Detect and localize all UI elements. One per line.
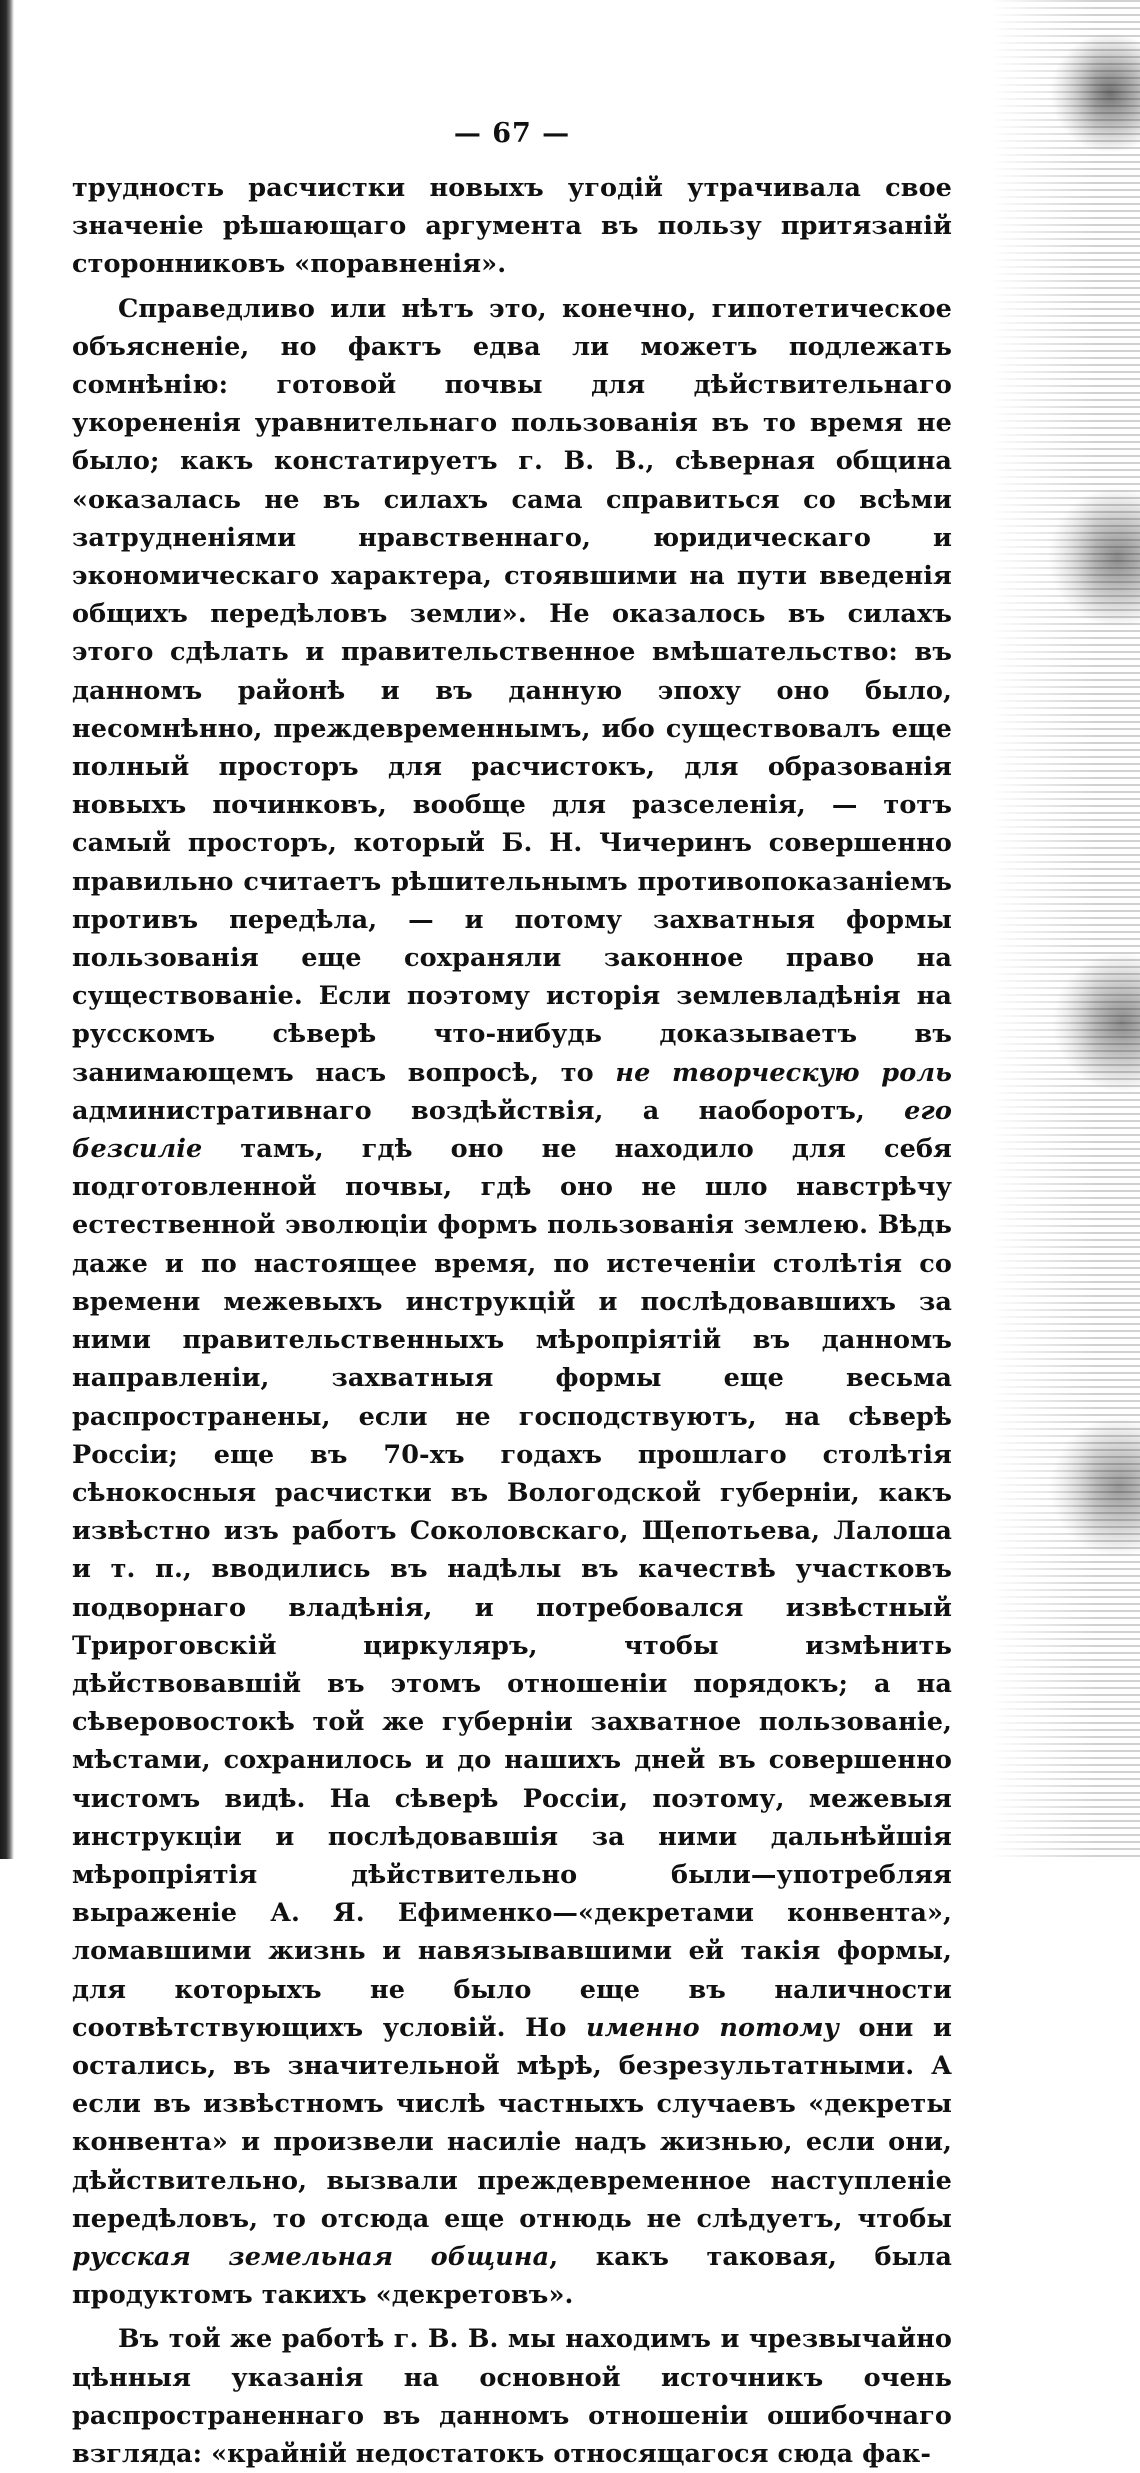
italic-emphasis: русская земельная община <box>72 2241 550 2272</box>
page-body <box>72 118 952 2473</box>
text-run: трудность расчистки новыхъ угодій утрачивала свое значеніе рѣшающаго аргумента въ пользу притязаній сторонниковъ «поравненія». <box>72 173 952 280</box>
paragraph-continuation <box>72 169 952 284</box>
italic-emphasis: его безсиліе <box>72 1095 952 1165</box>
page-number: — 67 — <box>453 118 571 149</box>
scan-left-edge <box>0 0 14 1859</box>
text-run: Въ той же работѣ г. В. В. мы находимъ и чрезвычайно цѣнныя указанія на основной источникъ очень распространеннаго въ данномъ отношеніи ошибочнаго взгляда: «крайній недостатокъ относящагося сюда фак- <box>72 2324 952 2469</box>
paragraph-main <box>72 290 952 2315</box>
text-run: Справедливо или нѣтъ это, конечно, гипотетическое объясненіе, но фактъ едва ли можетъ подлежать сомнѣнію: готовой почвы для дѣйствительнаго укорененія уравнительнаго пользованія въ то время не было; какъ констатируетъ г. В. В., сѣверная община «оказалась не въ силахъ сама справиться со всѣми затрудненіями нравственнаго, юридическаго и экономическаго характера, стоявшими на пути введенія общихъ передѣловъ земли». Не оказалось въ силахъ этого сдѣлать и правительственное вмѣшательство: въ данномъ районѣ и въ данную эпоху оно было, несомнѣнно, преждевременнымъ, ибо существовалъ еще полный просторъ для расчистокъ, для образованія новыхъ починковъ, вообще для разселенія, — тотъ самый просторъ, который Б. Н. Чичеринъ совершенно правильно считаетъ рѣшительнымъ противопоказаніемъ противъ передѣла, — и потому захватныя формы пользованія еще сохраняли законное право на существованіе. Если поэтому исторія землевладѣнія на русскомъ сѣверѣ что-нибудь доказываетъ въ занимающемъ насъ вопросѣ, то <box>72 293 952 1088</box>
italic-emphasis: не творческую роль <box>615 1057 952 1088</box>
text-run: административнаго воздѣйствія, а наоборотъ, <box>72 1095 905 1126</box>
text-run: , какъ таковая, была продуктомъ такихъ «декретовъ». <box>72 2241 952 2311</box>
paragraph-final <box>72 2320 952 2473</box>
scan-right-edge-noise <box>990 0 1140 1859</box>
italic-emphasis: именно потому <box>586 2012 839 2043</box>
text-run: тамъ, гдѣ оно не находило для себя подготовленной почвы, гдѣ оно не шло навстрѣчу естественной эволюціи формъ пользованія землею. Вѣдь даже и по настоящее время, по истеченіи столѣтія со времени межевыхъ инструкцій и послѣдовавшихъ за ними правительственныхъ мѣропріятій въ данномъ направленіи, захватныя формы еще весьма распространены, если не господствуютъ, на сѣверѣ Россіи; еще въ 70-хъ годахъ прошлаго столѣтія сѣнокосныя расчистки въ Вологодской губерніи, какъ извѣстно изъ работъ Соколовскаго, Щепотьева, Лалоша и т. п., вводились въ надѣлы въ качествѣ участковъ подворнаго владѣнія, и потребовался извѣстный Трироговскій циркуляръ, чтобы измѣнить дѣйствовавшій въ этомъ отношеніи порядокъ; а на сѣверовостокѣ той же губерніи захватное пользованіе, мѣстами, сохранилось и до нашихъ дней въ совершенно чистомъ видѣ. На сѣверѣ Россіи, поэтому, межевыя инструкціи и послѣдовавшія за ними дальнѣйшія мѣропріятія дѣйствительно были—употребляя выраженіе А. Я. Ефименко—«декретами конвента», ломавшими жизнь и навязывавшими ей такія формы, для которыхъ не было еще въ наличности соотвѣтствующихъ условій. Но <box>72 1134 952 2043</box>
text-run: они и остались, въ значительной мѣрѣ, безрезультатными. А если въ извѣстномъ числѣ частныхъ случаевъ «декреты конвента» и произвели насиліе надъ жизнью, если они, дѣйствительно, вызвали преждевременное наступленіе передѣловъ, то отсюда еще отнюдь не слѣдуетъ, чтобы <box>72 2012 953 2234</box>
